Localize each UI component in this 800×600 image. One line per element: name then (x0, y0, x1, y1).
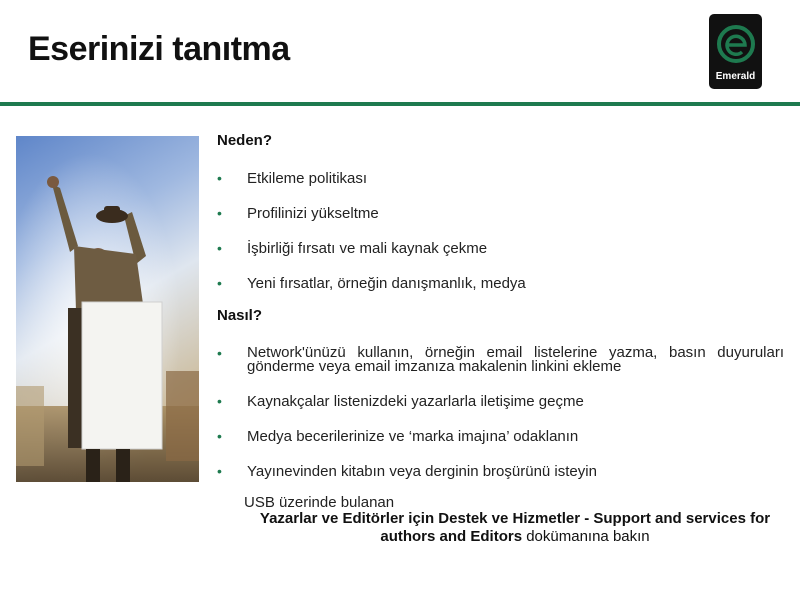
list-item: • Yeni fırsatlar, örneğin danışmanlık, medya (217, 275, 526, 292)
why-list (217, 171, 784, 291)
logo-text: Emerald (715, 71, 756, 82)
bullet-icon: • (217, 393, 222, 409)
list-item: • Etkileme politikası (217, 170, 368, 187)
list-item: • Medya becerilerinize ve ‘marka imajına’ odaklanın (217, 428, 579, 445)
slide-title: Eserinizi tanıtma (28, 30, 290, 68)
how-heading: Nasıl? (217, 307, 263, 324)
bullet-icon: • (217, 240, 222, 256)
reference-suffix: dokümanına bakın (522, 528, 650, 545)
list-item: • Network'ünüzü kullanın, örneğin email listelerine yazma, basın duyuruları gönderme veya email imzanıza makalenin linkini ekleme (217, 344, 784, 375)
emerald-logo (709, 14, 762, 89)
emerald-e-icon (716, 20, 756, 68)
bullet-icon: • (217, 205, 222, 221)
how-list (217, 346, 784, 479)
bullet-icon: • (217, 275, 222, 291)
why-heading: Neden? (217, 132, 273, 149)
bullet-icon: • (217, 428, 222, 444)
usb-note: USB üzerinde bulanan (244, 494, 395, 511)
list-item: • Profilinizi yükseltme (217, 205, 379, 222)
slide-content (217, 131, 784, 479)
bullet-icon: • (217, 170, 222, 186)
list-item: • Yayınevinden kitabın veya derginin broşürünü isteyin (217, 463, 597, 480)
bullet-icon: • (217, 463, 222, 479)
bullet-icon: • (217, 345, 222, 361)
man-holding-sign-image (16, 136, 199, 482)
reference-note (240, 510, 790, 546)
reference-document-title: Yazarlar ve Editörler için Destek ve Hizmetler - Support and services for authors and Editors (259, 510, 771, 545)
header-divider (0, 102, 800, 106)
list-item: • İşbirliği fırsatı ve mali kaynak çekme (217, 240, 488, 257)
list-item: • Kaynakçalar listenizdeki yazarlarla iletişime geçme (217, 393, 584, 410)
